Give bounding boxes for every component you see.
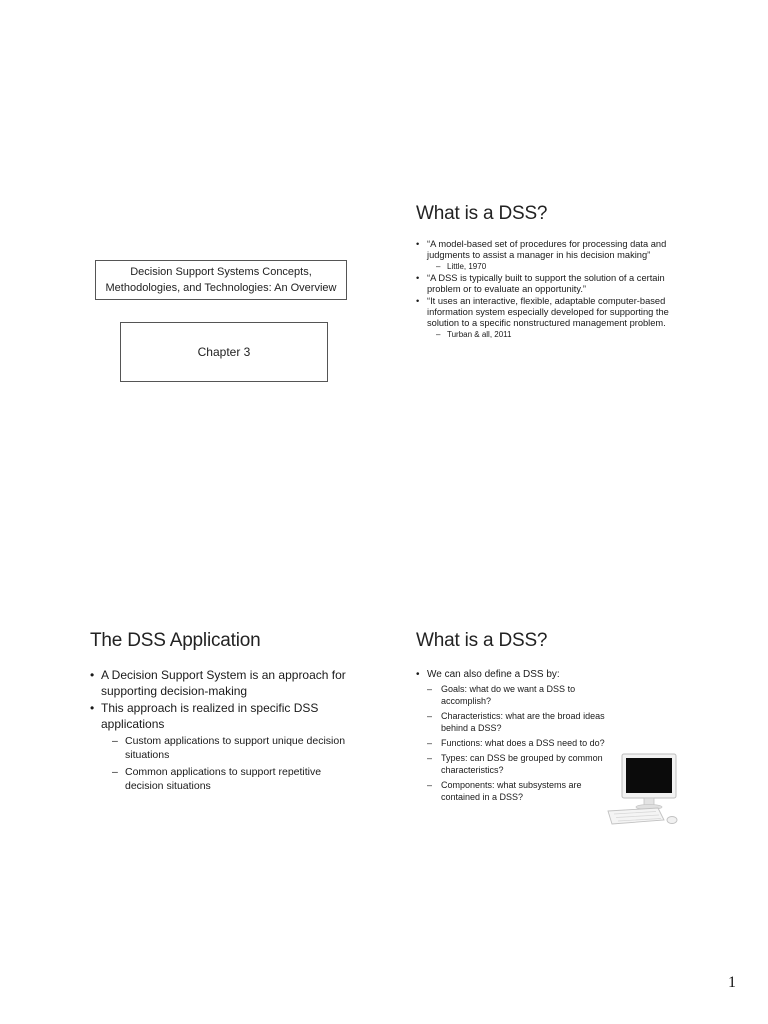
sub-item-text: Common applications to support repetitive decision situations <box>125 766 322 792</box>
sub-item <box>427 710 606 734</box>
list-item <box>416 239 686 272</box>
dash-icon: – <box>112 735 118 747</box>
chapter-box <box>120 322 328 382</box>
sub-item-text: Custom applications to support unique decision situations <box>125 735 346 761</box>
list-item <box>416 273 686 295</box>
sub-item-text: Turban & all, 2011 <box>447 330 512 339</box>
sub-item-text: Characteristics: what are the broad ideas behind a DSS? <box>441 711 605 733</box>
item-text: We can also define a DSS by: <box>427 669 560 680</box>
bullet-list <box>90 667 360 793</box>
dash-icon: – <box>112 766 118 778</box>
sub-item <box>427 329 686 340</box>
sub-item <box>427 737 606 749</box>
bullet-icon: • <box>90 701 95 715</box>
bullet-icon: • <box>416 669 420 680</box>
item-text: This approach is realized in specific DSS applications <box>101 701 319 731</box>
computer-monitor-icon <box>604 748 686 828</box>
dash-icon: – <box>427 684 433 694</box>
sub-item-text: Components: what subsystems are contained in a DSS? <box>441 780 582 802</box>
dash-icon: – <box>427 738 433 748</box>
bullet-list <box>416 668 606 803</box>
dash-icon: – <box>436 262 441 271</box>
slide-what-is-dss-2 <box>416 630 686 830</box>
slide-title: The DSS Application <box>90 630 261 651</box>
dash-icon: – <box>427 753 433 763</box>
title-box-text: Decision Support Systems Concepts, Methodologies, and Technologies: An Overview <box>105 266 337 294</box>
item-text: A Decision Support System is an approach for supporting decision-making <box>101 668 346 698</box>
item-text: “A DSS is typically built to support the solution of a certain problem or to evaluate an opportunity.” <box>427 273 665 294</box>
sub-item <box>427 752 606 776</box>
slide-what-is-dss-1 <box>416 203 686 393</box>
bullet-icon: • <box>416 273 420 283</box>
list-item <box>416 668 606 803</box>
bullet-list <box>416 239 686 340</box>
slide-title: What is a DSS? <box>416 630 548 651</box>
item-text: “It uses an interactive, flexible, adaptable computer-based information system especially developed for supporting the solution to a specific nonstructured management problem. <box>427 296 669 328</box>
bullet-icon: • <box>416 239 420 249</box>
dash-icon: – <box>436 330 441 339</box>
slide-dss-application <box>90 630 360 820</box>
item-text: “A model-based set of procedures for processing data and judgments to assist a manager in his decision making” <box>427 239 667 260</box>
slide-title: What is a DSS? <box>416 203 548 224</box>
dash-icon: – <box>427 711 433 721</box>
dash-icon: – <box>427 780 433 790</box>
sub-item <box>101 734 360 762</box>
page-number: 1 <box>728 974 736 991</box>
sub-item <box>427 779 606 803</box>
sub-item-text: Little, 1970 <box>447 262 487 271</box>
slide-title-page <box>90 255 355 385</box>
sub-item-text: Functions: what does a DSS need to do? <box>441 738 605 748</box>
chapter-text: Chapter 3 <box>197 345 251 359</box>
list-item <box>90 700 360 793</box>
list-item <box>90 667 360 699</box>
sub-item <box>427 261 686 272</box>
sub-item <box>101 765 360 793</box>
sub-item-text: Types: can DSS be grouped by common characteristics? <box>441 753 603 775</box>
title-box <box>95 260 347 300</box>
sub-item <box>427 683 606 707</box>
list-item <box>416 296 686 340</box>
bullet-icon: • <box>416 296 420 306</box>
sub-item-text: Goals: what do we want a DSS to accomplish? <box>441 684 576 706</box>
bullet-icon: • <box>90 668 95 682</box>
